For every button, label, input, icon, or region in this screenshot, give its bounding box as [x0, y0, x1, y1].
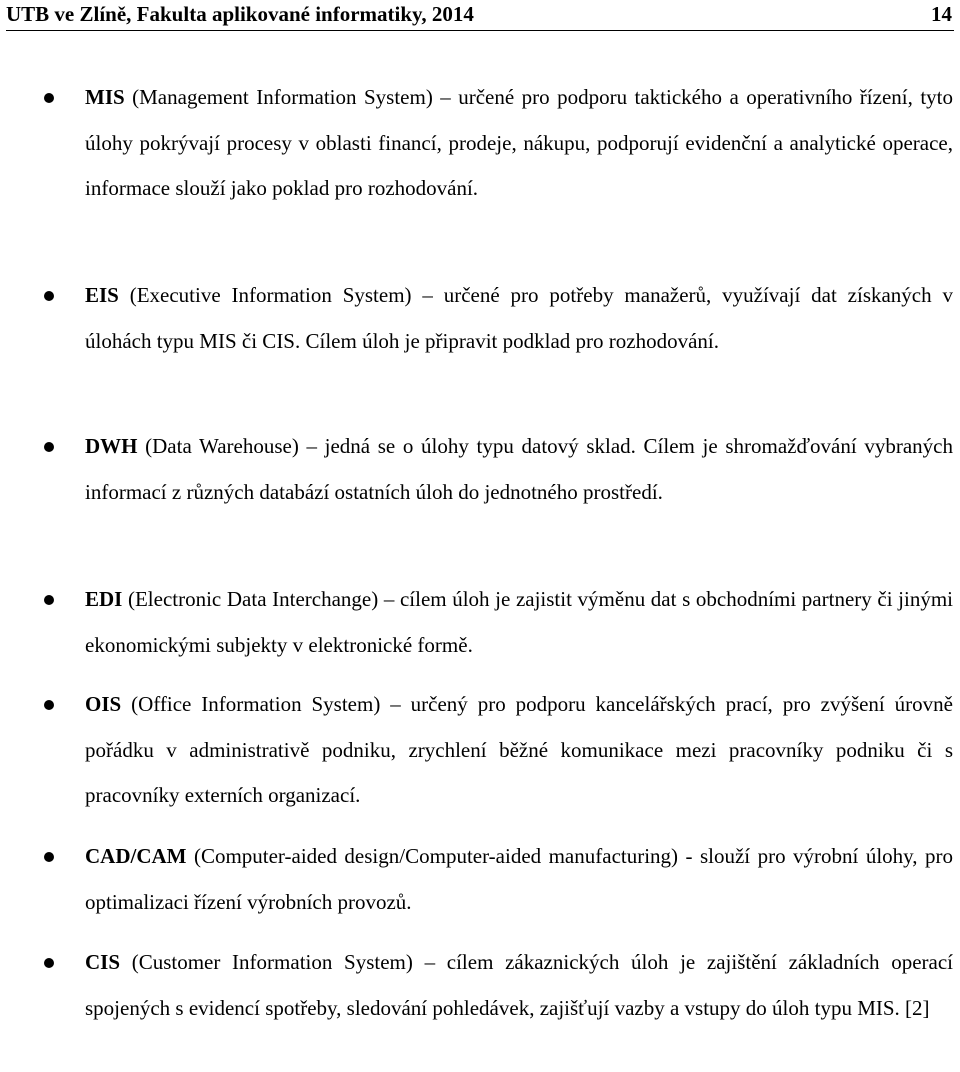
bullet-icon	[44, 852, 54, 862]
header-title: UTB ve Zlíně, Fakulta aplikované informatiky, 2014	[6, 2, 474, 26]
item-text: (Computer-aided design/Computer-aided manufacturing) - slouží pro výrobní úlohy, pro optimalizaci řízení výrobních provozů.	[85, 844, 953, 914]
bullet-icon	[44, 442, 54, 452]
page-number: 14	[931, 2, 952, 26]
term: EDI	[85, 587, 123, 611]
term: OIS	[85, 692, 122, 716]
list-item-cis	[85, 940, 953, 1031]
item-text: (Customer Information System) – cílem zákaznických úloh je zajištění základních operací spojených s evidencí spotřeby, sledování pohledávek, zajišťují vazby a vstupy do úloh typu MIS. [2]	[85, 950, 953, 1020]
term: CAD/CAM	[85, 844, 187, 868]
item-text: (Executive Information System) – určené pro potřeby manažerů, využívají dat získaných v úlohách typu MIS či CIS. Cílem úloh je připravit podklad pro rozhodování.	[85, 283, 953, 353]
term: CIS	[85, 950, 121, 974]
list-item-cad-cam	[85, 834, 953, 925]
bullet-icon	[44, 93, 54, 103]
bullet-icon	[44, 595, 54, 605]
item-text: (Management Information System) – určené pro podporu taktického a operativního řízení, tyto úlohy pokrývají procesy v oblasti financí, prodeje, nákupu, podporují evidenční a analytické operace, informace slouží jako poklad pro rozhodování.	[85, 85, 953, 200]
term: DWH	[85, 434, 138, 458]
list-item-edi	[85, 577, 953, 668]
page-header	[6, 0, 954, 31]
list-item-mis	[85, 75, 953, 212]
item-text: (Office Information System) – určený pro podporu kancelářských prací, pro zvýšení úrovně pořádku v administrativě podniku, zrychlení běžné komunikace mezi pracovníky podniku či s pracovníky externích organizací.	[85, 692, 953, 807]
list-item-ois	[85, 682, 953, 819]
list-item-dwh	[85, 424, 953, 515]
bullet-icon	[44, 958, 54, 968]
item-text: (Data Warehouse) – jedná se o úlohy typu datový sklad. Cílem je shromažďování vybraných informací z různých databází ostatních úloh do jednotného prostředí.	[85, 434, 953, 504]
item-text: (Electronic Data Interchange) – cílem úloh je zajistit výměnu dat s obchodními partnery či jinými ekonomickými subjekty v elektronické formě.	[85, 587, 953, 657]
term: EIS	[85, 283, 119, 307]
bullet-icon	[44, 700, 54, 710]
bullet-icon	[44, 291, 54, 301]
list-item-eis	[85, 273, 953, 364]
term: MIS	[85, 85, 125, 109]
